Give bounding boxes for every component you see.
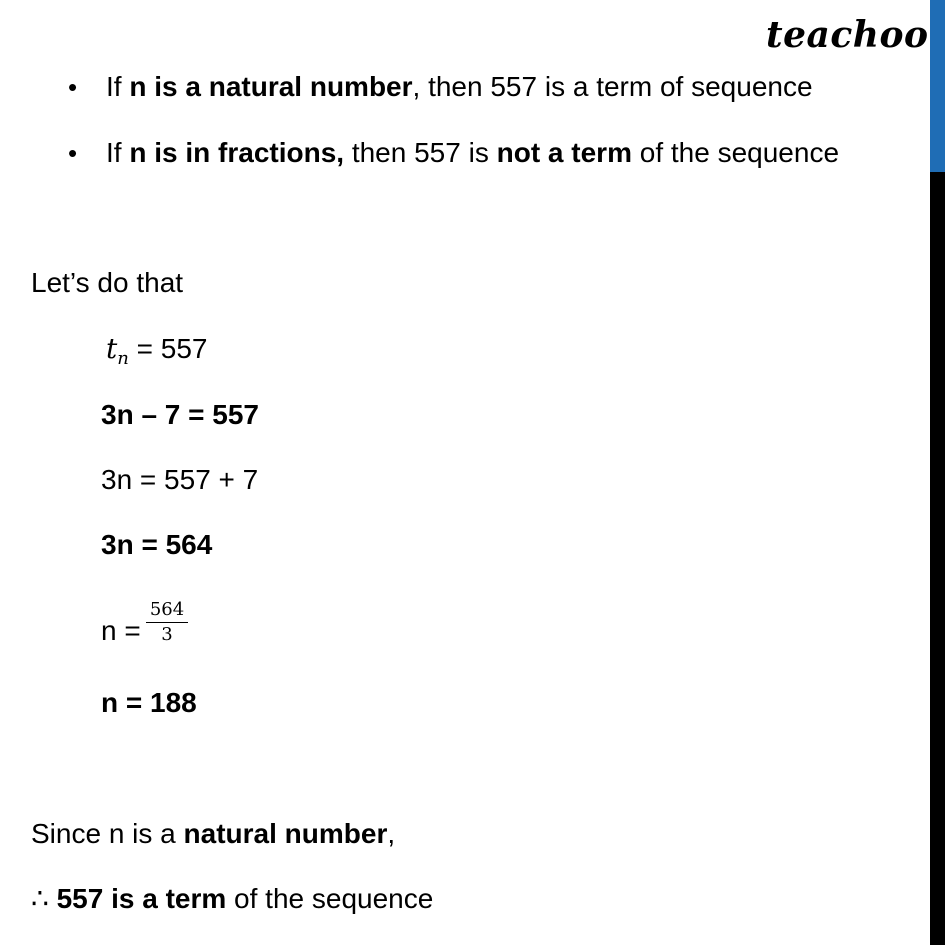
- fraction-numerator: 564: [146, 598, 188, 623]
- bullet-dot: •: [68, 72, 78, 102]
- fraction-denominator: 3: [161, 624, 173, 645]
- equation-5: n = 188: [101, 687, 197, 718]
- equation-4-lhs: n =: [101, 615, 141, 646]
- fraction-564-over-3: [146, 598, 188, 647]
- intro-text: Let’s do that: [31, 267, 184, 298]
- teachoo-logo: teachoo: [766, 14, 929, 56]
- equation-tn: $t_n = 557$: [106, 332, 208, 369]
- conclusion-line-1: Since n is a natural number,: [31, 818, 396, 849]
- bullet-dot: •: [68, 138, 78, 168]
- bullet-text-1: If n is a natural number, then 557 is a term of sequence: [106, 71, 813, 102]
- equation-1: 3n – 7 = 557: [101, 399, 260, 430]
- equation-2: 3n = 557 + 7: [101, 464, 259, 495]
- bullet-text-2: If n is in fractions, then 557 is not a term of the sequence: [106, 137, 840, 168]
- sidebar-accent: [930, 0, 945, 172]
- equation-3: 3n = 564: [101, 529, 213, 560]
- conclusion-line-2: ∴ 557 is a term of the sequence: [31, 883, 434, 914]
